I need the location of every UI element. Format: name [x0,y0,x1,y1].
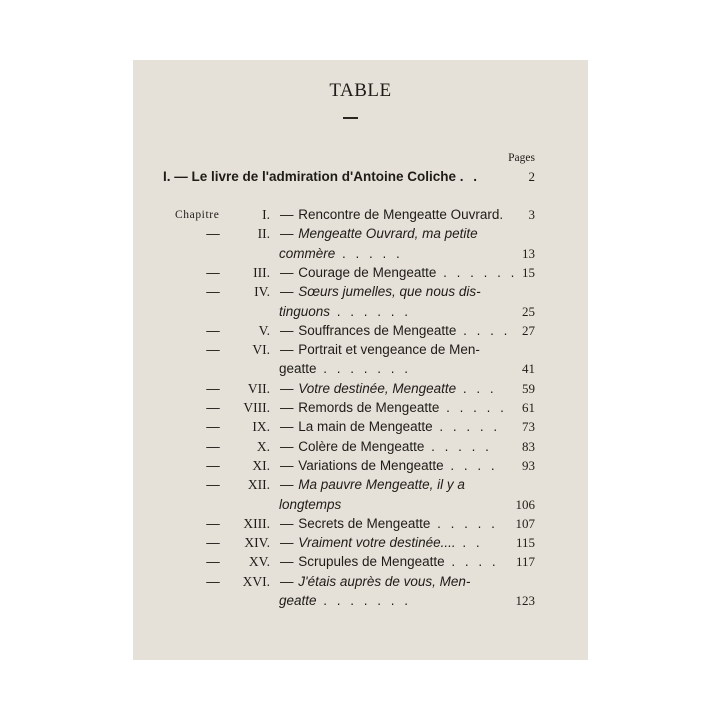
title-rule [343,117,358,119]
chapter-number: XV. [248,554,270,570]
chapter-page: 25 [522,303,535,319]
chapter-number: XIII. [243,515,270,531]
chapter-page: 27 [522,322,535,338]
chapter-number: II. [257,226,270,242]
chapter-entry [133,533,588,553]
chapter-page: 115 [515,535,535,551]
part-label: I. — Le livre de l'admiration d'Antoine Coliche . . [163,169,480,184]
chapter-number: V. [258,322,270,338]
ditto-dash: — [206,535,220,551]
chapter-title: — Remords de Mengeatte . . . . . [280,400,507,415]
ditto-dash: — [206,226,220,242]
chapter-title-continued: commère . . . . . [279,245,403,261]
chapter-number: XIV. [244,535,270,551]
chapter-entry [133,456,588,476]
ditto-dash: — [206,419,220,435]
chapter-entry-continuation [133,495,588,515]
chapter-number: VIII. [243,400,270,415]
chapter-entry [133,398,588,418]
book-page [133,60,588,660]
chapter-number: I. [262,207,270,222]
chapter-title: — Souffrances de Mengeatte . . . . [280,322,511,338]
chapter-title: — J'étais auprès de vous, Men- [280,573,471,589]
chapter-entry-continuation [133,359,588,379]
chapter-page: 123 [515,593,535,608]
chapter-page: 59 [522,380,535,396]
chapter-page: 3 [528,207,535,222]
chapter-entry [133,224,588,244]
chapter-title: — Vraiment votre destinée.... . . [280,535,483,551]
chapter-number: VII. [247,380,270,396]
chapter-number: VI. [252,342,270,358]
chapter-title: — Sœurs jumelles, que nous dis- [280,284,481,300]
chapter-number: XVI. [242,573,270,589]
chapter-entry [133,437,588,457]
ditto-dash: — [206,554,220,570]
chapter-number: IX. [252,419,270,435]
ditto-dash: — [206,284,220,300]
chapter-title: — Votre destinée, Mengeatte . . . [280,380,497,396]
chapter-title-continued: geatte . . . . . . . [279,593,412,608]
chapter-number: IV. [254,284,270,300]
chapter-page: 41 [522,361,535,377]
chapter-entry [133,514,588,534]
chapter-title: — Portrait et vengeance de Men- [280,342,480,358]
chapter-entry [133,263,588,283]
chapter-number: XII. [247,477,270,493]
ditto-dash: — [206,380,220,396]
chapter-entry [133,417,588,437]
part-page: 2 [528,169,535,184]
chapter-page: 61 [522,400,535,415]
chapter-entry [133,572,588,592]
chapter-title: — Ma pauvre Mengeatte, il y a [280,477,465,493]
chapter-entry [133,282,588,302]
chapter-page: 13 [522,245,535,261]
chapter-title: — Scrupules de Mengeatte . . . . [280,554,499,570]
ditto-dash: — [206,322,220,338]
chapter-title: — Courage de Mengeatte . . . . . . [280,264,518,280]
chapter-title: — La main de Mengeatte . . . . . [280,419,501,435]
chapitre-label: Chapitre [175,209,220,221]
chapter-page: 15 [522,264,535,280]
chapter-title-continued: tinguons . . . . . . [279,303,412,319]
ditto-dash: — [206,264,220,280]
chapter-entry-continuation [133,244,588,264]
chapter-title: — Rencontre de Mengeatte Ouvrard. [280,207,504,222]
chapter-entry [133,340,588,360]
chapter-title-continued: geatte . . . . . . . [279,361,412,377]
chapter-page: 117 [515,554,535,570]
chapter-title: — Variations de Mengeatte . . . . [280,457,498,473]
chapter-entry [133,205,588,225]
chapter-entry [133,379,588,399]
ditto-dash: — [206,400,220,415]
chapter-entry-continuation [133,591,588,611]
ditto-dash: — [206,515,220,531]
page-title: TABLE [329,80,392,101]
chapter-page: 107 [515,515,535,531]
chapter-title-continued: longtemps [279,496,342,512]
ditto-dash: — [206,477,220,493]
chapter-page: 106 [515,496,535,512]
chapter-page: 83 [522,438,535,454]
chapter-title: — Mengeatte Ouvrard, ma petite [280,226,478,242]
chapter-page: 73 [522,419,535,435]
chapter-title: — Colère de Mengeatte . . . . . [280,438,492,454]
chapter-entry [133,552,588,572]
part-entry [133,167,588,187]
chapter-number: XI. [252,457,270,473]
chapter-number: III. [253,264,270,280]
ditto-dash: — [206,457,220,473]
ditto-dash: — [206,438,220,454]
chapter-entry-continuation [133,302,588,322]
chapter-number: X. [256,438,270,454]
ditto-dash: — [206,573,220,589]
pages-column-header: Pages [508,152,535,164]
chapter-entry [133,321,588,341]
chapter-entry [133,475,588,495]
ditto-dash: — [206,342,220,358]
chapter-page: 93 [522,457,535,473]
chapter-title: — Secrets de Mengeatte . . . . . [280,515,498,531]
